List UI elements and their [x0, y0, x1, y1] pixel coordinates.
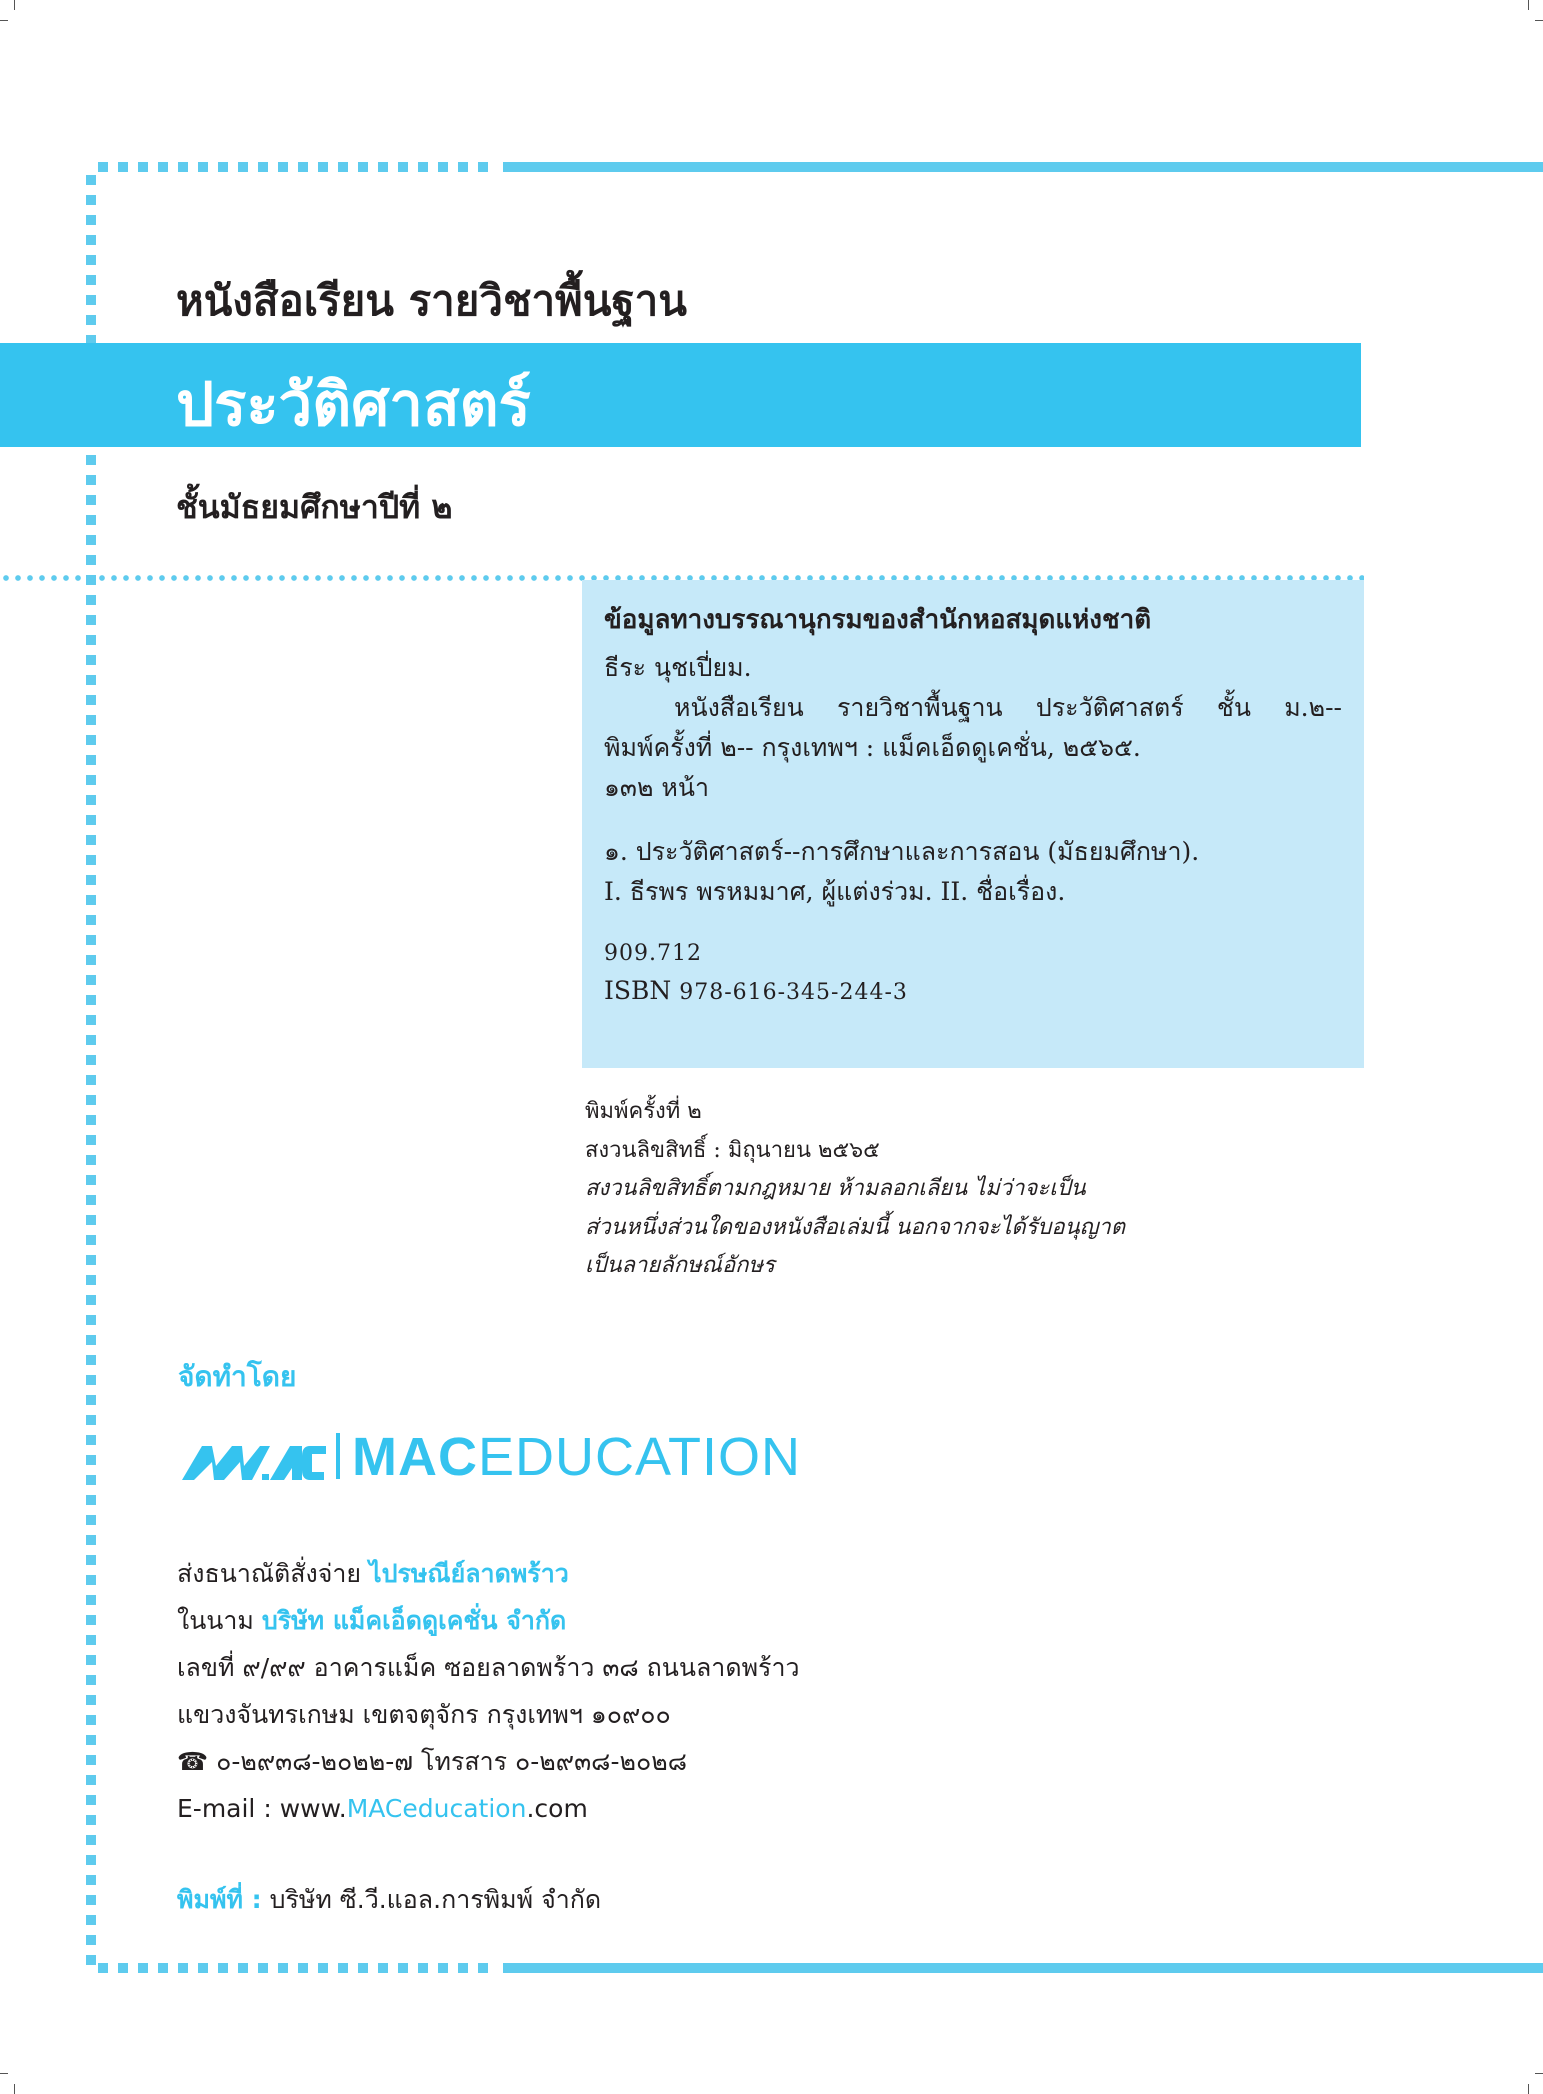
copyright-notice-1: สงวนลิขสิทธิ์ตามกฎหมาย ห้ามลอกเลียน ไม่ว่าจะเป็น [585, 1176, 1086, 1201]
cip-edition-line: พิมพ์ครั้งที่ ๒-- กรุงเทพฯ : แม็คเอ็ดดูเคชั่น, ๒๕๖๕. [604, 732, 1141, 762]
made-by-label: จัดทำโดย [178, 1360, 297, 1393]
logo-word-light: EDUCATION [477, 1427, 801, 1487]
frame-top-solid [503, 162, 1543, 172]
isbn-label: ISBN [604, 975, 672, 1005]
frame-bottom-dashed [98, 1963, 488, 1973]
cip-pages: ๑๓๒ หน้า [604, 772, 709, 802]
printing-info [585, 1093, 1125, 1286]
logo-word-bold: MAC [352, 1427, 478, 1487]
copyright-notice-2: ส่วนหนึ่งส่วนใดของหนังสือเล่มนี้ นอกจากจะได้รับอนุญาต [585, 1214, 1126, 1240]
crop-mark-bottom-right [1528, 2084, 1529, 2094]
email-brand: MACeducation [346, 1794, 527, 1823]
address-line-2: แขวงจันทรเกษม เขตจตุจักร กรุงเทพฯ ๑๐๙๐๐ [177, 1700, 671, 1729]
money-order-label: ส่งธนาณัติสั่งจ่าย [177, 1559, 362, 1588]
address-line-1: เลขที่ ๙/๙๙ อาคารแม็ค ซอยลาดพร้าว ๓๘ ถนนลาดพร้าว [177, 1653, 800, 1682]
printer-line [177, 1880, 601, 1920]
payee-value: บริษัท แม็คเอ็ดดูเคชั่น จำกัด [261, 1606, 567, 1635]
printer-value: บริษัท ซี.วี.แอล.การพิมพ์ จำกัด [269, 1885, 602, 1914]
email-suffix: .com [526, 1794, 588, 1823]
printer-label: พิมพ์ที่ : [177, 1885, 262, 1914]
crop-mark-bottom-right-h [1535, 2073, 1543, 2074]
money-order-line [177, 1550, 800, 1597]
cip-classification: 909.712 [604, 940, 702, 966]
frame-bottom-solid [503, 1963, 1543, 1973]
cip-isbn [604, 971, 1342, 1011]
cip-added-entries: I. ธีรพร พรหมมาศ, ผู้แต่งร่วม. II. ชื่อเรื่อง. [604, 876, 1066, 906]
isbn-value: 978-616-345-244-3 [679, 979, 908, 1005]
crop-mark-bottom-left [14, 2084, 15, 2094]
crop-mark-top-left-h [0, 20, 8, 21]
email-label: E-mail : www. [177, 1794, 347, 1823]
copyright-date: สงวนลิขสิทธิ์ : มิถุนายน ๒๕๖๕ [585, 1137, 880, 1163]
cip-subject: ๑. ประวัติศาสตร์--การศึกษาและการสอน (มัธยมศึกษา). [604, 836, 1200, 866]
grade-level: ชั้นมัธยมศึกษาปีที่ ๒ [176, 488, 453, 526]
crop-mark-top-left [14, 0, 15, 10]
logo-divider [336, 1433, 340, 1479]
frame-top-dashed [98, 162, 488, 172]
cip-author: ธีระ นุชเปี่ยม. [604, 652, 752, 682]
mac-logo-mark-icon [178, 1432, 328, 1492]
book-title: ประวัติศาสตร์ [176, 370, 531, 440]
cip-title-line: หนังสือเรียน รายวิชาพื้นฐาน ประวัติศาสตร์ ชั้น ม.๒-- [674, 692, 1342, 722]
phone-line: ☎ ๐-๒๙๓๘-๒๐๒๒-๗ โทรสาร ๐-๒๙๓๘-๒๐๒๘ [177, 1747, 687, 1776]
title-band [0, 343, 1361, 447]
crop-mark-top-right-h [1535, 20, 1543, 21]
email-line [177, 1785, 800, 1832]
printing-edition: พิมพ์ครั้งที่ ๒ [585, 1099, 702, 1124]
copyright-notice-3: เป็นลายลักษณ์อักษร [585, 1253, 775, 1278]
contact-block [177, 1550, 800, 1832]
crop-mark-bottom-left-h [0, 2073, 8, 2074]
cip-box [582, 580, 1364, 1068]
money-order-value: ไปรษณีย์ลาดพร้าว [369, 1559, 569, 1588]
series-title: หนังสือเรียน รายวิชาพื้นฐาน [176, 276, 687, 325]
crop-mark-top-right [1528, 0, 1529, 10]
payee-label: ในนาม [177, 1606, 254, 1635]
payee-line [177, 1597, 800, 1644]
cip-heading: ข้อมูลทางบรรณานุกรมของสำนักหอสมุดแห่งชาติ [604, 605, 1152, 635]
logo-wordmark [336, 1426, 801, 1488]
